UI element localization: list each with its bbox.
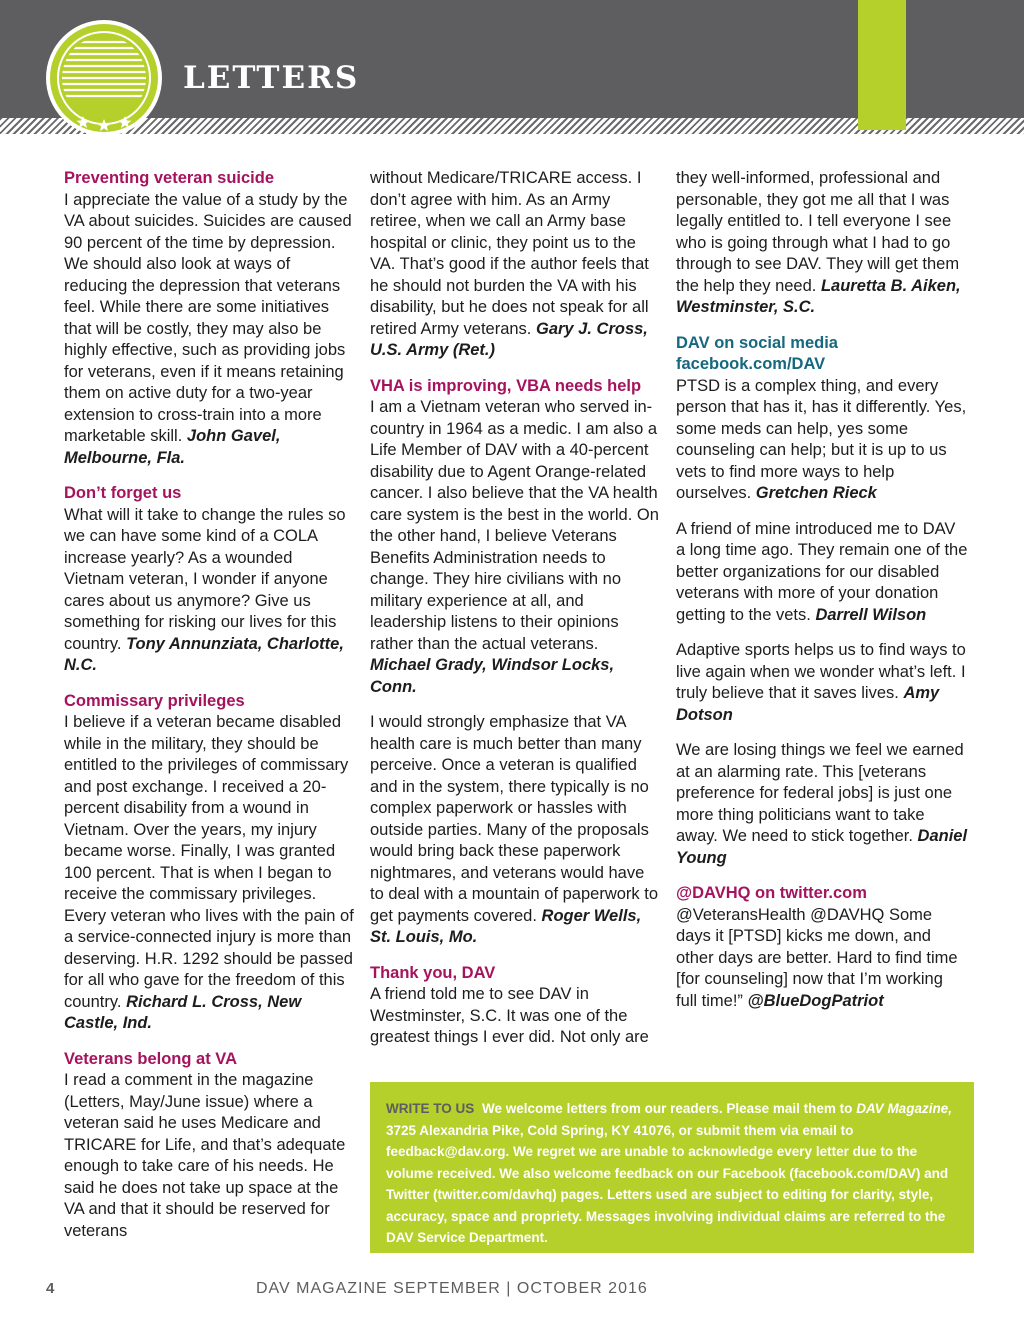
letter-text: A friend of mine introduced me to DAV a long time ago. They remain one of the better organizations for our disabled veterans with more of your donation getting to the vets. <box>676 519 968 624</box>
letter-text: they well-informed, professional and personable, they got me all that I was legally entitled to. I tell everyone I see who is going through what I had to go through to see DAV. They will get them the help they need. <box>676 169 960 295</box>
letter-signature: Richard L. Cross, New Castle, Ind. <box>64 992 302 1032</box>
column-2 <box>370 168 662 1063</box>
letter <box>370 712 662 949</box>
letter-signature: Michael Grady, Windsor Locks, Conn. <box>370 656 615 696</box>
letter-signature: Gretchen Rieck <box>755 484 877 502</box>
letter-text: A friend told me to see DAV in Westminster, S.C. It was one of the greatest things I ever did. Not only are <box>370 985 649 1046</box>
letter-text: I am a Vietnam veteran who served in-country in 1964 as a medic. I am also a Life Member of DAV with a 40-percent disability due to Agent Orange-related cancer. I also believe that the VA health care system is the best in the world. On the other hand, I believe Veterans Benefits Administration needs to change. They hire civilians with no military experience at all, and leadership listens to their opinions rather than the actual veterans. <box>370 398 659 653</box>
letter-heading: Veterans belong at VA <box>64 1049 237 1068</box>
letter-body <box>676 740 968 869</box>
page-title: LETTERS <box>183 60 360 96</box>
letter-text: I appreciate the value of a study by the VA about suicides. Suicides are caused 90 percent of the time by depression. We should also look at ways of reducing the depression that veterans feel. While there are some initiatives that will be costly, they may also be highly effective, such as providing jobs for veterans, even if it means retaining them on active duty for a two-year extension to cross-train into a more marketable skill. <box>64 190 352 445</box>
letter <box>64 1049 354 1243</box>
letter <box>676 740 968 869</box>
letter-text: What will it take to change the rules so we can have some kind of a COLA increase yearly? As a wounded Vietnam veteran, I wonder if anyone cares about us anymore? Give us something for risking our lives for this country. <box>64 505 346 653</box>
write-to-us-box <box>370 1082 974 1253</box>
letter-text: I believe if a veteran became disabled while in the military, they should be entitled to the privileges of commissary and post exchange. I received a 20-percent disability from a wound in Vietnam. Over the years, my injury became worse. Finally, I was granted 100 percent. That is when I began to receive the commissary privileges. Every veteran who lives with the pain of a service-connected injury is more than deserving. H.R. 1292 should be passed for all who gave for the freedom of this country. <box>64 713 354 1011</box>
letter <box>370 376 662 699</box>
letter-text: We are losing things we feel we earned at an alarming rate. This [veterans preference for federal jobs] is just one more thing politicians want to take away. We need to stick together. <box>676 741 964 845</box>
letter-body <box>676 905 968 1013</box>
letter-signature: John Gavel, Melbourne, Fla. <box>64 427 281 467</box>
letter <box>676 883 968 1012</box>
letter-text: I would strongly emphasize that VA health care is much better than many perceive. Once a veteran is qualified and in the system, there typically is no complex paperwork or hassles with outside parties. Many of the proposals would bring back these paperwork nightmares, and veterans would have to deal with a mountain of paperwork to get payments covered. <box>370 713 659 925</box>
letter-text: without Medicare/TRICARE access. I don’t agree with him. As an Army retiree, when we call an Army base hospital or clinic, they point us to the VA. That’s good if the author feels that he should not burden the VA with his disability, but he does not speak for all retired Army veterans. <box>370 169 649 338</box>
letter-body <box>370 397 662 698</box>
letter-heading: Commissary privileges <box>64 691 245 710</box>
letter-heading: Thank you, DAV <box>370 963 496 982</box>
letter <box>370 963 662 1049</box>
letter-body <box>676 168 968 319</box>
social-heading: DAV on social media <box>676 333 838 352</box>
twitter-link[interactable]: @DAVHQ on twitter.com <box>676 884 867 902</box>
letter <box>676 640 968 726</box>
letter-body <box>370 984 662 1049</box>
page-number: 4 <box>46 1280 55 1297</box>
letter-body <box>676 519 968 627</box>
letter-heading: Don’t forget us <box>64 484 182 502</box>
letter <box>676 519 968 627</box>
footer-issue: DAV MAGAZINE SEPTEMBER | OCTOBER 2016 <box>256 1280 648 1297</box>
letter-body <box>64 190 354 470</box>
letter-signature: @BlueDogPatriot <box>747 991 884 1010</box>
letters-badge-icon <box>39 18 169 138</box>
write-to-us-details: 3725 Alexandria Pike, Cold Spring, KY 41076, or submit them via email to feedback@dav.org. We regret we are unable to acknowledge every letter due to the volume received. We also welcome feedback on our Facebook (facebook.com/DAV) and Twitter (twitter.com/davhq) pages. Letters used are subject to editing for clarity, style, accuracy, space and propriety. Messages involving individual claims are referred to the DAV Service Department. <box>386 1122 949 1245</box>
letter-text: @VeteransHealth @DAVHQ Some days it [PTSD] kicks me down, and other days are better. Hard to find time [for counseling] now that I’m working full time!” <box>676 905 958 1010</box>
letter <box>64 691 354 1035</box>
letter-signature: Darrell Wilson <box>815 605 927 624</box>
letter-body <box>676 376 968 505</box>
letter-body <box>64 712 354 1035</box>
letter-body <box>64 1070 354 1242</box>
letter-body <box>370 712 662 949</box>
letter-heading: Preventing veteran suicide <box>64 169 274 187</box>
letter-body <box>370 168 662 362</box>
magazine-name: DAV Magazine, <box>856 1101 952 1116</box>
write-to-us-text: We welcome letters from our readers. Please mail them to <box>482 1101 853 1116</box>
letter <box>64 483 354 677</box>
letter-signature: Tony Annunziata, Charlotte, N.C. <box>64 634 344 674</box>
letter <box>370 168 662 362</box>
letter-signature: Amy Dotson <box>676 684 940 724</box>
letter-body <box>676 640 968 726</box>
facebook-link[interactable]: facebook.com/DAV <box>676 355 826 373</box>
letter-body <box>64 505 354 677</box>
letter-signature: Gary J. Cross, U.S. Army (Ret.) <box>370 319 648 359</box>
accent-bar <box>858 0 906 130</box>
letter-signature: Daniel Young <box>676 827 968 867</box>
letter-text: PTSD is a complex thing, and every person that has it, has it differently. Yes, some meds can help, yes some counseling can help; but it is up to us vets to find more ways to help ourselves. <box>676 376 967 502</box>
letter-text: Adaptive sports helps us to find ways to live again when we wonder what’s left. I truly believe that it saves lives. <box>676 641 966 702</box>
column-1 <box>64 168 354 1256</box>
letter <box>64 168 354 469</box>
column-3 <box>676 168 968 1026</box>
letter <box>676 168 968 319</box>
letter <box>676 333 968 505</box>
letter-signature: Roger Wells, St. Louis, Mo. <box>370 906 642 946</box>
write-to-us-label: WRITE TO US <box>386 1101 475 1116</box>
letter-text: I read a comment in the magazine (Letters, May/June issue) where a veteran said he uses Medicare and TRICARE for Life, and that’s adequate enough to take care of his needs. He said he does not take up space at the VA and that it should be reserved for veterans <box>64 1071 346 1240</box>
letter-signature: Lauretta B. Aiken, Westminster, S.C. <box>676 276 961 316</box>
letter-heading: VHA is improving, VBA needs help <box>370 376 642 395</box>
